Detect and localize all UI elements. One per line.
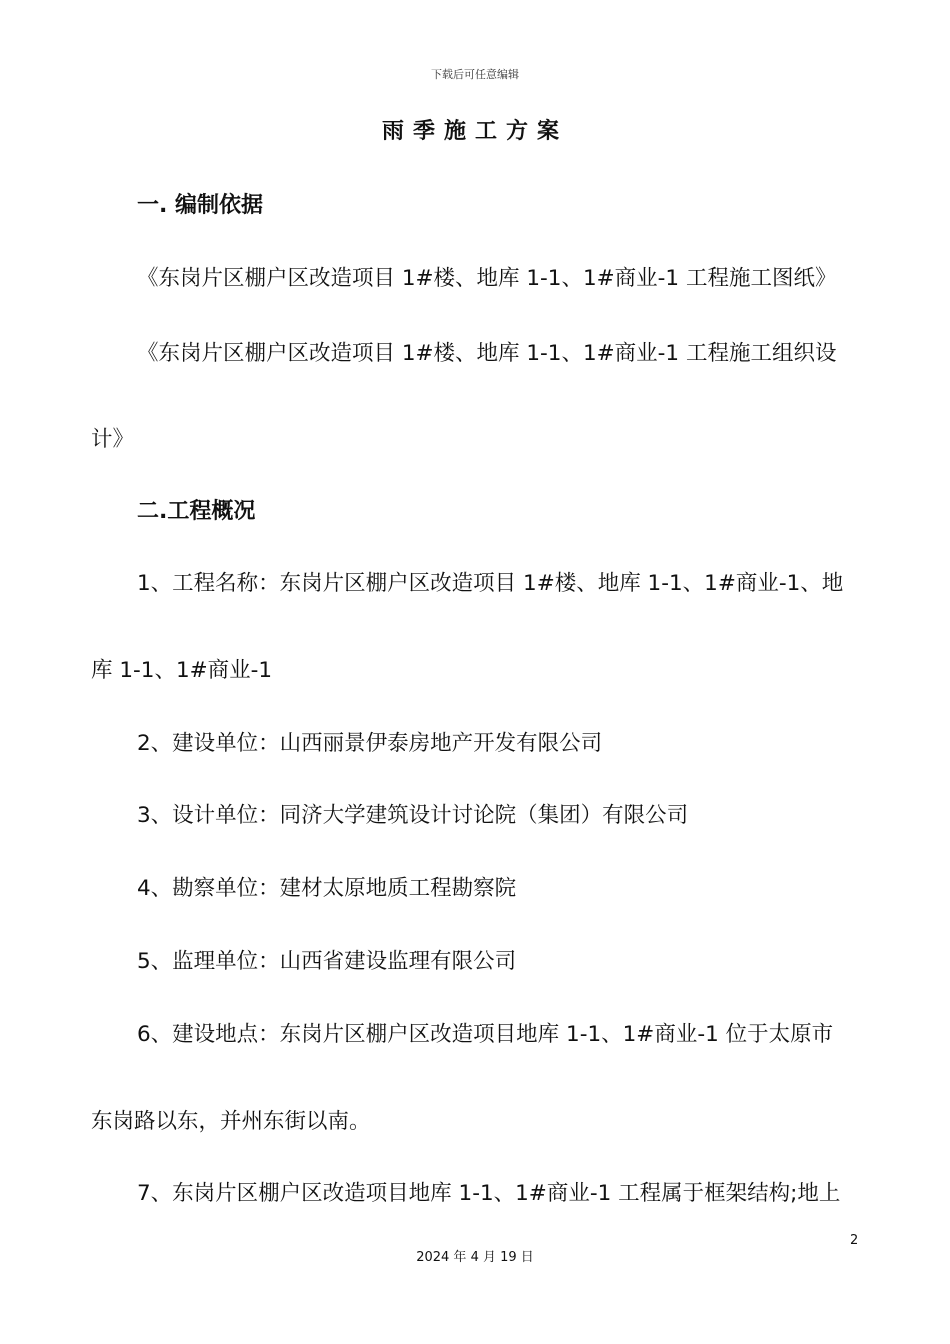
overview-item-1-line1: 1、工程名称：东岗片区棚户区改造项目 1#楼、地库 1-1、1#商业-1、地: [137, 571, 844, 596]
basis-design-line2: 计》: [91, 427, 135, 452]
overview-item-6-line1: 6、建设地点：东岗片区棚户区改造项目地库 1-1、1#商业-1 位于太原市: [137, 1022, 834, 1047]
overview-item-4: 4、勘察单位：建材太原地质工程勘察院: [137, 876, 517, 901]
basis-item-design: [137, 336, 859, 367]
section-heading-basis: 一. 编制依据: [137, 193, 264, 218]
overview-item-3: 3、设计单位：同济大学建筑设计讨论院（集团）有限公司: [137, 803, 689, 828]
document-title: 雨季施工方案: [381, 119, 568, 144]
overview-item-1-line2: 库 1-1、1#商业-1: [91, 658, 273, 683]
basis-item-drawings: 《东岗片区棚户区改造项目 1#楼、地库 1-1、1#商业-1 工程施工图纸》: [137, 266, 837, 291]
overview-item-5: 5、监理单位：山西省建设监理有限公司: [137, 949, 517, 974]
basis-design-line1: 《东岗片区棚户区改造项目 1#楼、地库 1-1、1#商业-1 工程施工组织设: [137, 341, 837, 366]
overview-item-6-line2: 东岗路以东，并州东街以南。: [91, 1109, 371, 1134]
page-number: 2: [850, 1233, 859, 1248]
header-note: 下载后可任意编辑: [431, 68, 519, 81]
overview-item-2: 2、建设单位：山西丽景伊泰房地产开发有限公司: [137, 731, 603, 756]
section-heading-overview: 二.工程概况: [137, 499, 256, 524]
overview-item-7: 7、东岗片区棚户区改造项目地库 1-1、1#商业-1 工程属于框架结构;地上: [137, 1181, 841, 1206]
footer-date: 2024 年 4 月 19 日: [416, 1250, 534, 1265]
